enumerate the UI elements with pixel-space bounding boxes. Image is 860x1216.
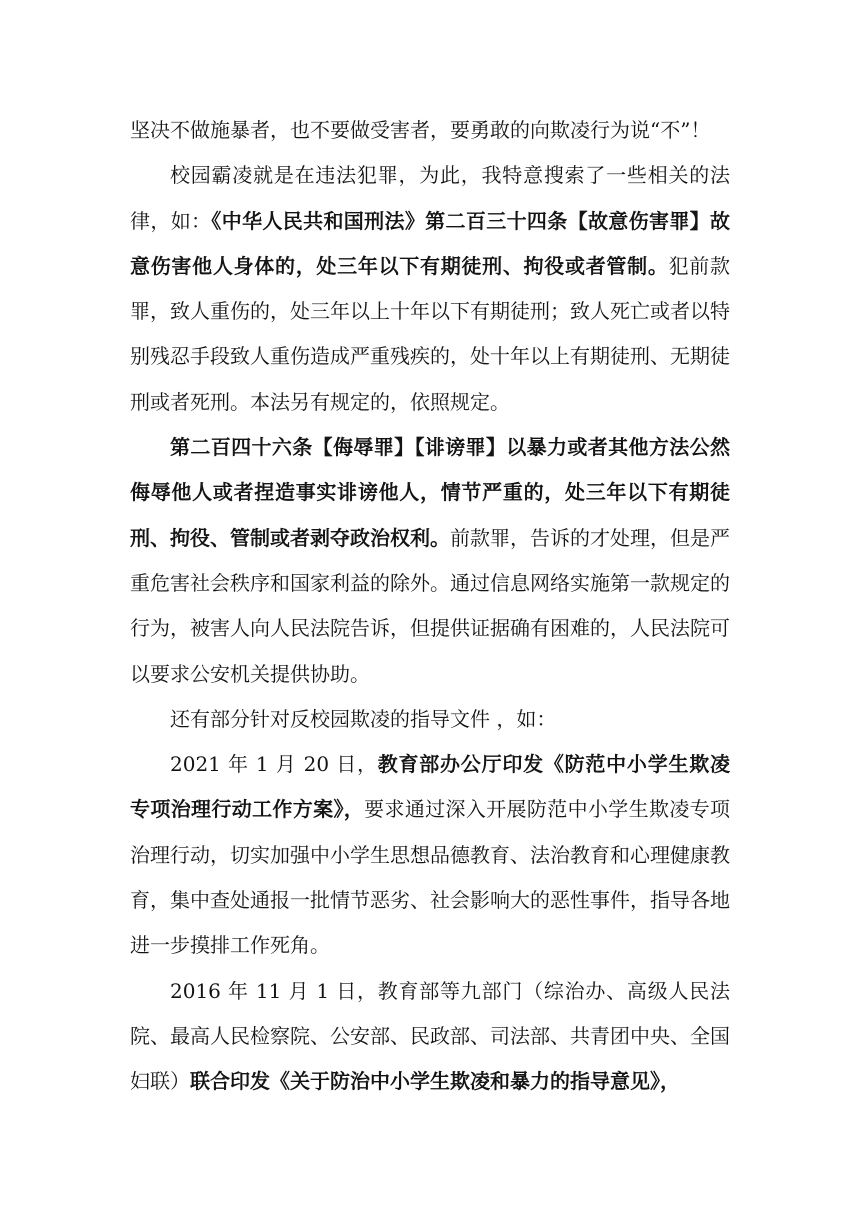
text-run: 坚决不做施暴者，也不要做受害者，要勇敢的向欺凌行为说“不”！ [130,118,711,142]
bold-run-anti-bullying-plan: 教育部办公厅印发《防范中小学生欺凌专项治理行动工作方案》， [130,752,730,822]
paragraph-2 [130,153,730,425]
text-run: 校园霸凌就是在违法犯罪，为此，我特意搜索了一些相关的法律，如： [130,163,730,233]
bold-run-criminal-law-article-234: 《中华人民共和国刑法》第二百三十四条【故意伤害罪】故意伤害他人身体的，处三年以下有期徒刑、拘役或者管制。 [130,208,731,278]
text-run: 要求通过深入开展防范中小学生欺凌专项治理行动，切实加强中小学生思想品德教育、法治教育和心理健康教育，集中查处通报一批情节恶劣、社会影响大的恶性事件，指导各地进一步摸排工作死角。 [130,797,731,958]
bold-run-article-246: 第二百四十六条【侮辱罪】【诽谤罪】以暴力或者其他方法公然侮辱他人或者捏造事实诽谤他人，情节严重的，处三年以下有期徒刑、拘役、管制或者剥夺政治权利。 [130,435,730,550]
text-run: 2016 年 11 月 1 日，教育部等九部门（综治办、高级人民法院、最高人民检察院、公安部、民政部、司法部、共青团中央、全国妇联） [130,978,730,1094]
paragraph-3 [130,425,730,697]
paragraph-6 [130,969,730,1105]
bold-run-guidance-opinion: 联合印发《关于防治中小学生欺凌和暴力的指导意见》， [190,1069,680,1094]
text-run: 2021 年 1 月 20 日， [170,752,378,777]
paragraph-1 [130,108,730,153]
paragraph-5 [130,742,730,968]
text-run: 犯前款罪，致人重伤的，处三年以上十年以下有期徒刑；致人死亡或者以特别残忍手段致人重伤造成严重残疾的，处十年以上有期徒刑、无期徒刑或者死刑。本法另有规定的，依照规定。 [130,253,731,414]
text-run: 前款罪，告诉的才处理，但是严重危害社会秩序和国家利益的除外。通过信息网络实施第一款规定的行为，被害人向人民法院告诉，但提供证据确有困难的，人民法院可以要求公安机关提供协助。 [130,525,730,686]
body-text [130,108,730,1105]
text-run: 还有部分针对反校园欺凌的指导文件 ，如： [170,706,557,731]
paragraph-4 [130,697,730,742]
